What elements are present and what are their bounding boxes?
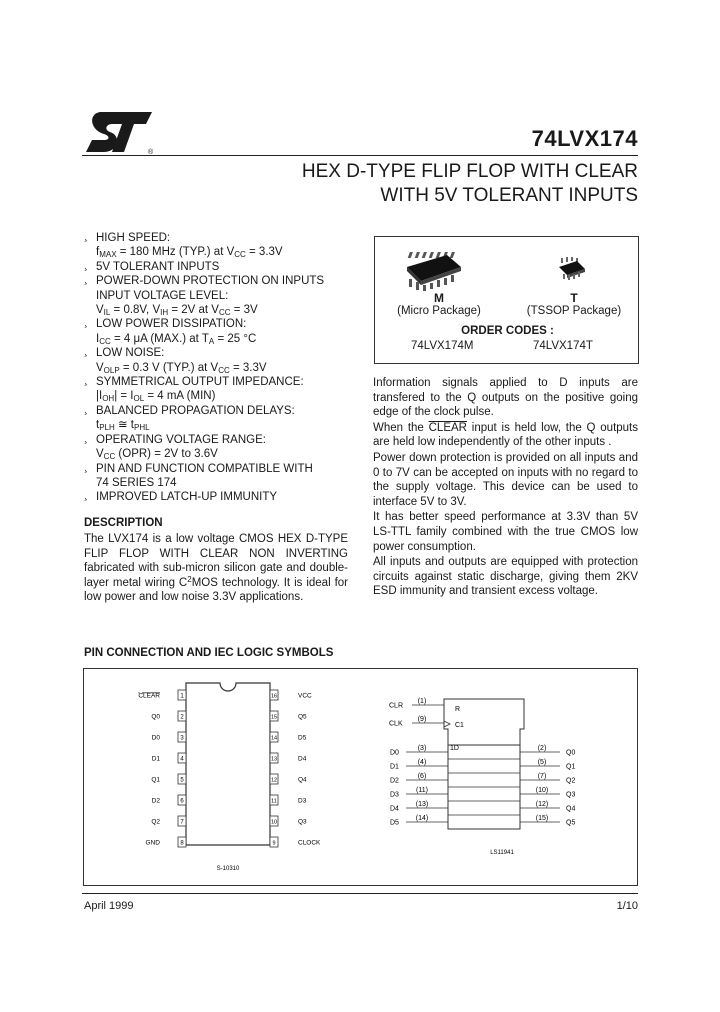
iec-input-pin: (6): [417, 773, 427, 780]
svg-text:®: ®: [148, 149, 154, 156]
dip-pin-label-right: CLOCK: [298, 839, 321, 847]
feature-input-voltage-detail: $V_{IL} = 0.8V$, $V_{IH} = 2V$ at $V_{CC} = 3V$: [96, 304, 258, 318]
dip-pin-number-left: 3: [180, 735, 184, 742]
footer-date: April 1999: [84, 900, 134, 912]
iec-control-label: CLR: [389, 702, 404, 710]
dip-pin-label-right: D5: [298, 734, 307, 742]
order-codes-title: ORDER CODES :: [461, 325, 554, 337]
iec-control-pin: (1): [417, 698, 427, 705]
feature-pin-compatible: ¸ PIN AND FUNCTION COMPATIBLE WITH: [84, 462, 359, 476]
package-box: [374, 236, 639, 364]
dip-pin-label-left: D0: [151, 734, 160, 742]
iec-input-label: D4: [390, 805, 399, 813]
description-text: The LVX174 is a low voltage CMOS HEX D-TYPE FLIP FLOP WITH CLEAR NON INVERTING fabricated with sub-micron silicon gate and double-layer metal wiring $C^2MOS$ technology. It is ideal for low power and low noise 3.3V applications.: [84, 533, 348, 604]
dip-pin-number-right: 15: [270, 714, 278, 721]
dip-pin-label-left: Q2: [151, 818, 160, 826]
micro-package-name: (Micro Package): [397, 305, 481, 317]
dip-pin-label-right: VCC: [298, 692, 312, 700]
feature-propagation-delays: ¸ BALANCED PROPAGATION DELAYS:: [84, 404, 359, 418]
feature-high-speed: ¸ HIGH SPEED:: [84, 231, 359, 245]
iec-input-pin: (4): [417, 759, 427, 766]
dip-pin-number-right: 12: [270, 777, 278, 784]
dip-pin-label-left: D1: [151, 755, 160, 763]
document-title: [302, 160, 638, 208]
dip-pin-number-right: 11: [271, 798, 277, 805]
iec-c1-label: C1: [455, 722, 464, 729]
dip-pin-number-right: 9: [272, 840, 276, 847]
dip-pin-number-left: 2: [180, 714, 184, 721]
dip-pin-label-right: D3: [298, 797, 307, 805]
dip-pin-number-left: 7: [180, 819, 184, 826]
feature-latch-up: ¸ IMPROVED LATCH-UP IMMUNITY: [84, 490, 359, 504]
paragraph-2: When the CLEAR input is held low, the Q outputs are held low independently of the other inputs .: [373, 421, 638, 449]
iec-r-label: R: [455, 706, 461, 713]
paragraph-3: Power down protection is provided on all inputs and 0 to 7V can be accepted on inputs with no regard to the supply voltage. This device can be used to interface 5V to 3V.: [373, 451, 638, 508]
dip-pin-label-right: Q3: [298, 818, 307, 826]
iec-input-label: D0: [390, 749, 399, 757]
iec-output-label: Q3: [566, 791, 576, 799]
iec-output-label: Q5: [566, 819, 576, 827]
dip-pin-number-left: 1: [180, 693, 184, 700]
micro-package-letter: M: [434, 291, 444, 305]
iec-output-pin: (10): [535, 787, 549, 794]
header-rule: [82, 155, 638, 156]
pin-diagram-code: S-10310: [216, 866, 240, 872]
dip-pin-number-left: 8: [180, 840, 184, 847]
iec-input-pin: (3): [417, 745, 427, 752]
feature-low-noise: ¸ LOW NOISE:: [84, 346, 359, 360]
feature-power-down: ¸ POWER-DOWN PROTECTION ON INPUTS: [84, 274, 359, 288]
tssop-package-image: [557, 257, 587, 281]
tssop-package-name: (TSSOP Package): [526, 305, 622, 317]
dip-pin-number-right: 10: [270, 819, 278, 826]
order-code-m: 74LVX174M: [411, 340, 474, 352]
micro-package-image: [403, 249, 463, 291]
iec-input-pin: (13): [415, 801, 429, 808]
pin-section-heading: PIN CONNECTION AND IEC LOGIC SYMBOLS: [84, 647, 334, 659]
feature-low-power-detail: $I_{CC} = 4$ μA (MAX.) at $T_A = 25$ °C: [96, 332, 257, 346]
feature-pin-compatible-detail: 74 SERIES 174: [96, 476, 177, 489]
dip-pin-number-right: 14: [270, 735, 278, 742]
title-line-1: HEX D-TYPE FLIP FLOP WITH CLEAR: [301, 161, 638, 182]
dip-pin-number-right: 16: [270, 693, 278, 700]
iec-logic-symbol: [444, 699, 524, 829]
dip-pin-number-left: 5: [180, 777, 184, 784]
feature-5v-tolerant: ¸ 5V TOLERANT INPUTS: [84, 260, 359, 274]
dip-pin-label-left: GND: [145, 839, 160, 847]
feature-list: [84, 231, 359, 505]
iec-input-label: D5: [390, 819, 399, 827]
iec-diagram-code: LS11941: [490, 850, 514, 856]
iec-control-label: CLK: [389, 720, 403, 728]
dip-pin-label-right: Q5: [298, 713, 307, 721]
paragraph-5: All inputs and outputs are equipped with protection circuits against static discharge, giving them 2KV ESD immunity and transient excess voltage.: [373, 556, 638, 598]
iec-output-pin: (2): [537, 745, 547, 752]
feature-voltage-range-detail: $V_{CC}$ (OPR) = 2V to 3.6V: [96, 448, 218, 462]
dip-pin-number-right: 13: [270, 756, 278, 763]
footer-rule: [82, 893, 638, 894]
paragraph-1: Information signals applied to D inputs are transfered to the Q outputs on the positive going edge of the clock pulse.: [373, 377, 638, 419]
st-logo: [82, 108, 156, 156]
feature-output-impedance: ¸ SYMMETRICAL OUTPUT IMPEDANCE:: [84, 375, 359, 389]
iec-1d-label: 1D: [450, 745, 459, 752]
feature-input-voltage: INPUT VOLTAGE LEVEL:: [96, 289, 229, 302]
pin-diagrams: [84, 669, 639, 887]
dip-pin-label-right: Q4: [298, 776, 307, 784]
tssop-package-letter: T: [570, 291, 578, 305]
dip-pin-number-left: 6: [180, 798, 184, 805]
footer-page-number: 1/10: [616, 900, 638, 912]
iec-input-pin: (11): [416, 787, 428, 794]
order-code-t: 74LVX174T: [533, 340, 593, 352]
iec-input-label: D2: [390, 777, 399, 785]
iec-output-label: Q1: [566, 763, 576, 771]
iec-input-label: D3: [390, 791, 399, 799]
function-description: [373, 376, 638, 600]
dip-pin-label-left: Q1: [151, 776, 160, 784]
iec-input-label: D1: [390, 763, 399, 771]
feature-high-speed-detail: $f_{MAX} = 180$ MHz (TYP.) at $V_{CC} = 3.3V$: [96, 246, 283, 260]
feature-voltage-range: ¸ OPERATING VOLTAGE RANGE:: [84, 433, 359, 447]
iec-output-pin: (7): [537, 773, 547, 780]
dip-pin-label-left: CLEAR: [138, 692, 160, 700]
dip-pin-label-left: D2: [151, 797, 160, 805]
description-heading: DESCRIPTION: [84, 517, 163, 529]
iec-control-pin: (9): [417, 716, 427, 723]
dip-package: [186, 683, 270, 845]
title-line-2: WITH 5V TOLERANT INPUTS: [380, 185, 638, 206]
iec-output-pin: (12): [535, 801, 549, 808]
feature-output-impedance-detail: $|I_{OH}| = I_{OL} = 4$ mA (MIN): [96, 390, 216, 404]
iec-input-pin: (14): [415, 815, 429, 822]
iec-output-label: Q0: [566, 749, 576, 757]
pin-diagram-box: [83, 668, 638, 886]
part-number: 74LVX174: [531, 126, 638, 151]
iec-output-label: Q2: [566, 777, 576, 785]
feature-low-noise-detail: $V_{OLP} = 0.3$ V (TYP.) at $V_{CC} = 3.3V$: [96, 361, 267, 375]
dip-pin-label-left: Q0: [151, 713, 160, 721]
paragraph-4: It has better speed performance at 3.3V than 5V LS-TTL family combined with the true CMOS low power consumption.: [373, 511, 638, 553]
dip-pin-number-left: 4: [180, 756, 184, 763]
iec-output-pin: (5): [537, 759, 547, 766]
feature-low-power: ¸ LOW POWER DISSIPATION:: [84, 317, 359, 331]
dip-pin-label-right: D4: [298, 755, 307, 763]
feature-propagation-delays-detail: $t_{PLH}$ ≅ $t_{PHL}$: [96, 419, 150, 433]
iec-output-pin: (15): [535, 815, 549, 822]
iec-output-label: Q4: [566, 805, 576, 813]
